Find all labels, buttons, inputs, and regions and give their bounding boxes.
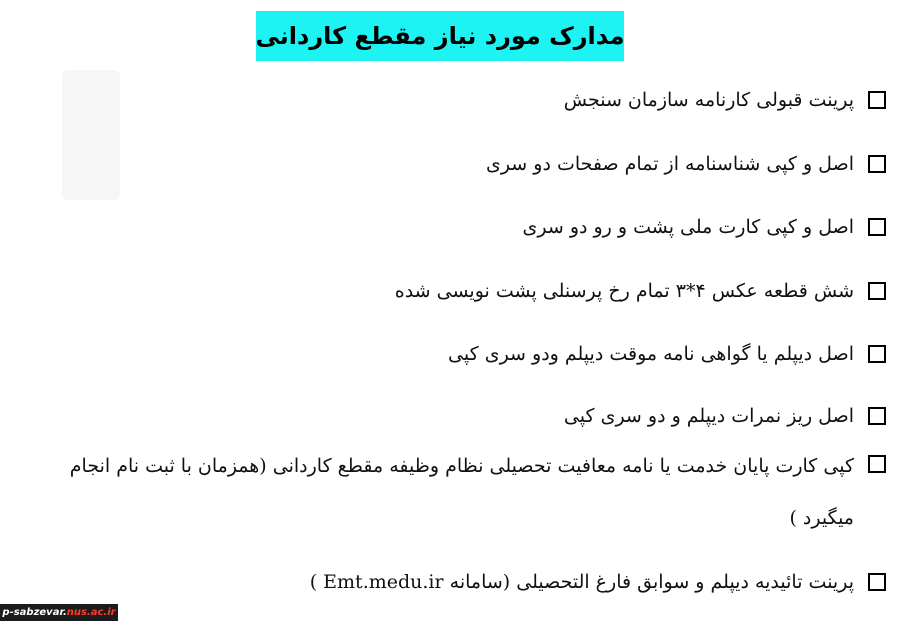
checklist-item-3 [523,215,886,239]
checklist-item-text: اصل دیپلم یا گواهی نامه موقت دیپلم ودو سری کپی [448,343,854,365]
watermark-domain: nus.ac.ir [66,607,116,618]
title-banner [256,11,624,61]
checkbox-icon[interactable] [868,91,886,109]
checklist-item-text: شش قطعه عکس ۴*۳ تمام رخ پرسنلی پشت نویسی شده [394,280,854,302]
checkbox-icon[interactable] [868,155,886,173]
scan-smudge [62,70,120,200]
checklist-item-text: کپی کارت پایان خدمت یا نامه معافیت تحصیلی نظام وظیفه مقطع کاردانی (همزمان با ثبت نام انجام میگیرد ) [69,455,854,529]
checklist-item-5 [448,342,886,366]
checklist-item-7 [22,440,886,544]
checkbox-icon[interactable] [868,345,886,363]
checklist-item-1 [564,88,886,112]
watermark-prefix: p-sabzevar. [2,607,67,618]
checkbox-icon[interactable] [868,455,886,473]
checklist-item-text: اصل ریز نمرات دیپلم و دو سری کپی [563,405,854,427]
checklist-item-6 [564,404,886,428]
checklist-item-text: اصل و کپی شناسنامه از تمام صفحات دو سری [485,153,854,175]
checkbox-icon[interactable] [868,282,886,300]
checkbox-icon[interactable] [868,218,886,236]
checklist-item-8 [310,570,886,594]
checklist-item-text: پرینت قبولی کارنامه سازمان سنجش [563,89,854,111]
checklist-item-text: پرینت تائیدیه دیپلم و سوابق فارغ التحصیلی (سامانه Emt.medu.ir ) [309,571,854,593]
checkbox-icon[interactable] [868,407,886,425]
checklist-item-4 [395,279,886,303]
checklist-item-text: اصل و کپی کارت ملی پشت و رو دو سری [522,216,854,238]
page-title: مدارک مورد نیاز مقطع کاردانی [255,22,625,50]
watermark-badge [0,604,118,621]
checklist-item-2 [486,152,886,176]
checkbox-icon[interactable] [868,573,886,591]
